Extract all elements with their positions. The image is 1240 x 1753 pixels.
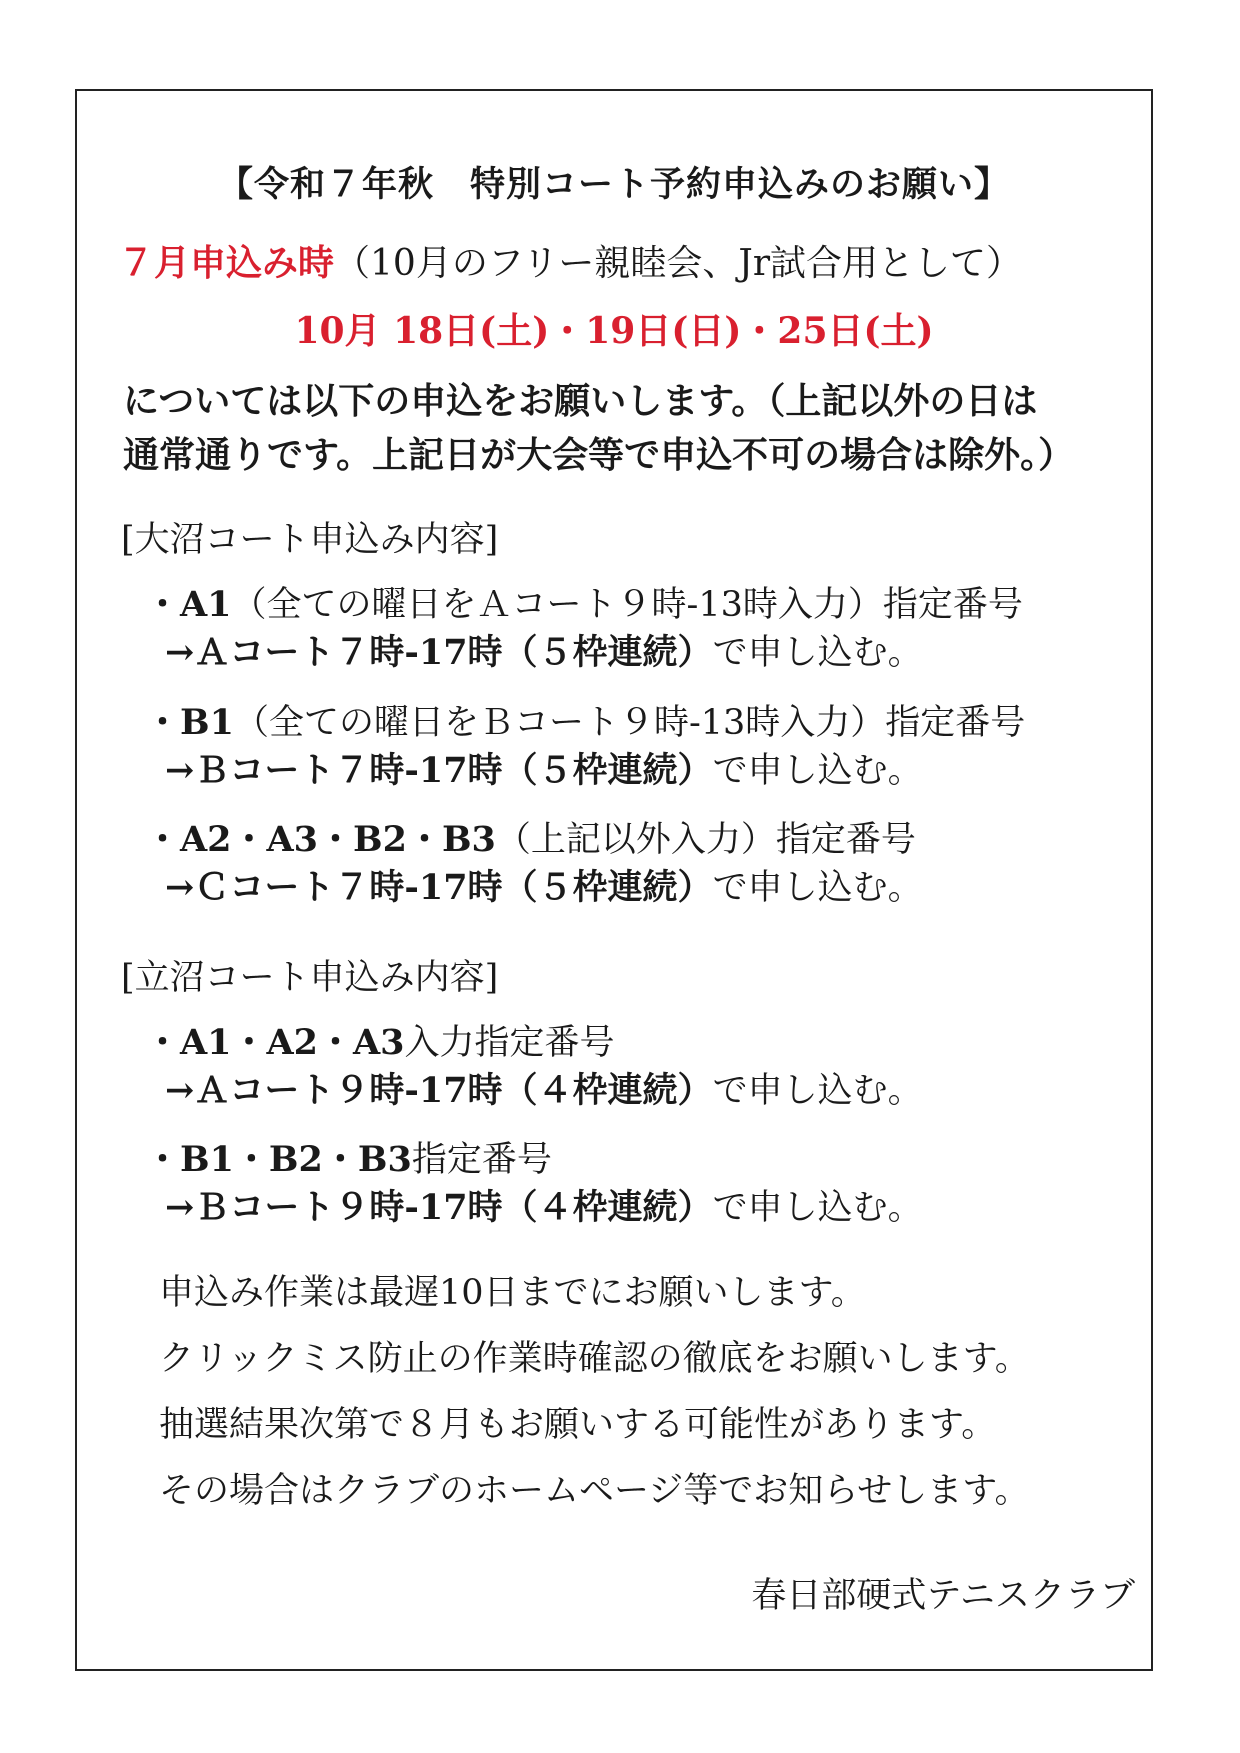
item-target: →Ｂコート９時-17時（４枠連続） — [165, 1187, 713, 1228]
intro-line-1: については以下の申込をお願いします。（上記以外の日は — [123, 380, 1038, 422]
apply-month: ７月申込み時 — [118, 242, 335, 284]
item-desc: （上記以外入力）指定番号 — [495, 820, 916, 860]
item-action: で申し込む。 — [712, 751, 923, 791]
onuma-item-b1-target — [165, 750, 923, 791]
item-desc: （全ての曜日をＢコート９時-13時入力）指定番号 — [233, 703, 1026, 743]
onuma-item-a1 — [145, 584, 1023, 625]
onuma-section-heading: [大沼コート申込み内容] — [121, 520, 499, 560]
item-action: で申し込む。 — [712, 868, 923, 908]
item-target: →Ｃコート７時-17時（５枠連続） — [165, 867, 713, 908]
item-action: で申し込む。 — [712, 1188, 923, 1228]
onuma-item-others-target — [165, 867, 923, 908]
item-code: ・B1・B2・B3 — [145, 1139, 412, 1180]
notice-frame — [75, 89, 1153, 1671]
tatenuma-item-b-target — [165, 1187, 923, 1228]
apply-purpose: （10月のフリー親睦会、Jr試合用として） — [334, 243, 1023, 284]
target-dates: 10月 18日(土)・19日(日)・25日(土) — [294, 310, 934, 352]
apply-timing-line — [118, 242, 1023, 284]
item-action: で申し込む。 — [712, 633, 923, 673]
intro-line-2: 通常通りです。上記日が大会等で申込不可の場合は除外。） — [123, 434, 1075, 476]
item-action: で申し込む。 — [712, 1071, 923, 1111]
tatenuma-item-a — [145, 1022, 615, 1063]
note-click-check: クリックミス防止の作業時確認の徹底をお願いします。 — [159, 1339, 1030, 1379]
item-target: →Ｂコート７時-17時（５枠連続） — [165, 750, 713, 791]
item-code: ・A1・A2・A3 — [145, 1022, 405, 1063]
item-code: ・A1 — [145, 584, 232, 625]
club-signature: 春日部硬式テニスクラブ — [751, 1576, 1135, 1616]
item-target: →Ａコート７時-17時（５枠連続） — [165, 632, 713, 673]
onuma-item-b1 — [145, 702, 1026, 743]
tatenuma-item-a-target — [165, 1070, 923, 1111]
note-homepage: その場合はクラブのホームページ等でお知らせします。 — [159, 1471, 1030, 1511]
note-august: 抽選結果次第で８月もお願いする可能性があります。 — [159, 1405, 997, 1445]
item-desc: （全ての曜日をＡコート９時-13時入力）指定番号 — [231, 585, 1023, 625]
item-desc: 指定番号 — [411, 1140, 552, 1180]
item-target: →Ａコート９時-17時（４枠連続） — [165, 1070, 713, 1111]
item-code: ・A2・A3・B2・B3 — [145, 819, 496, 860]
item-desc: 入力指定番号 — [404, 1023, 615, 1063]
onuma-item-others — [145, 819, 916, 860]
tatenuma-item-b — [145, 1139, 552, 1180]
notice-title: 【令和７年秋 特別コート予約申込みのお願い】 — [217, 164, 1010, 205]
note-deadline: 申込み作業は最遅10日までにお願いします。 — [159, 1273, 866, 1313]
onuma-item-a1-target — [165, 632, 923, 673]
item-code: ・B1 — [145, 702, 234, 743]
tatenuma-section-heading: [立沼コート申込み内容] — [121, 958, 499, 998]
